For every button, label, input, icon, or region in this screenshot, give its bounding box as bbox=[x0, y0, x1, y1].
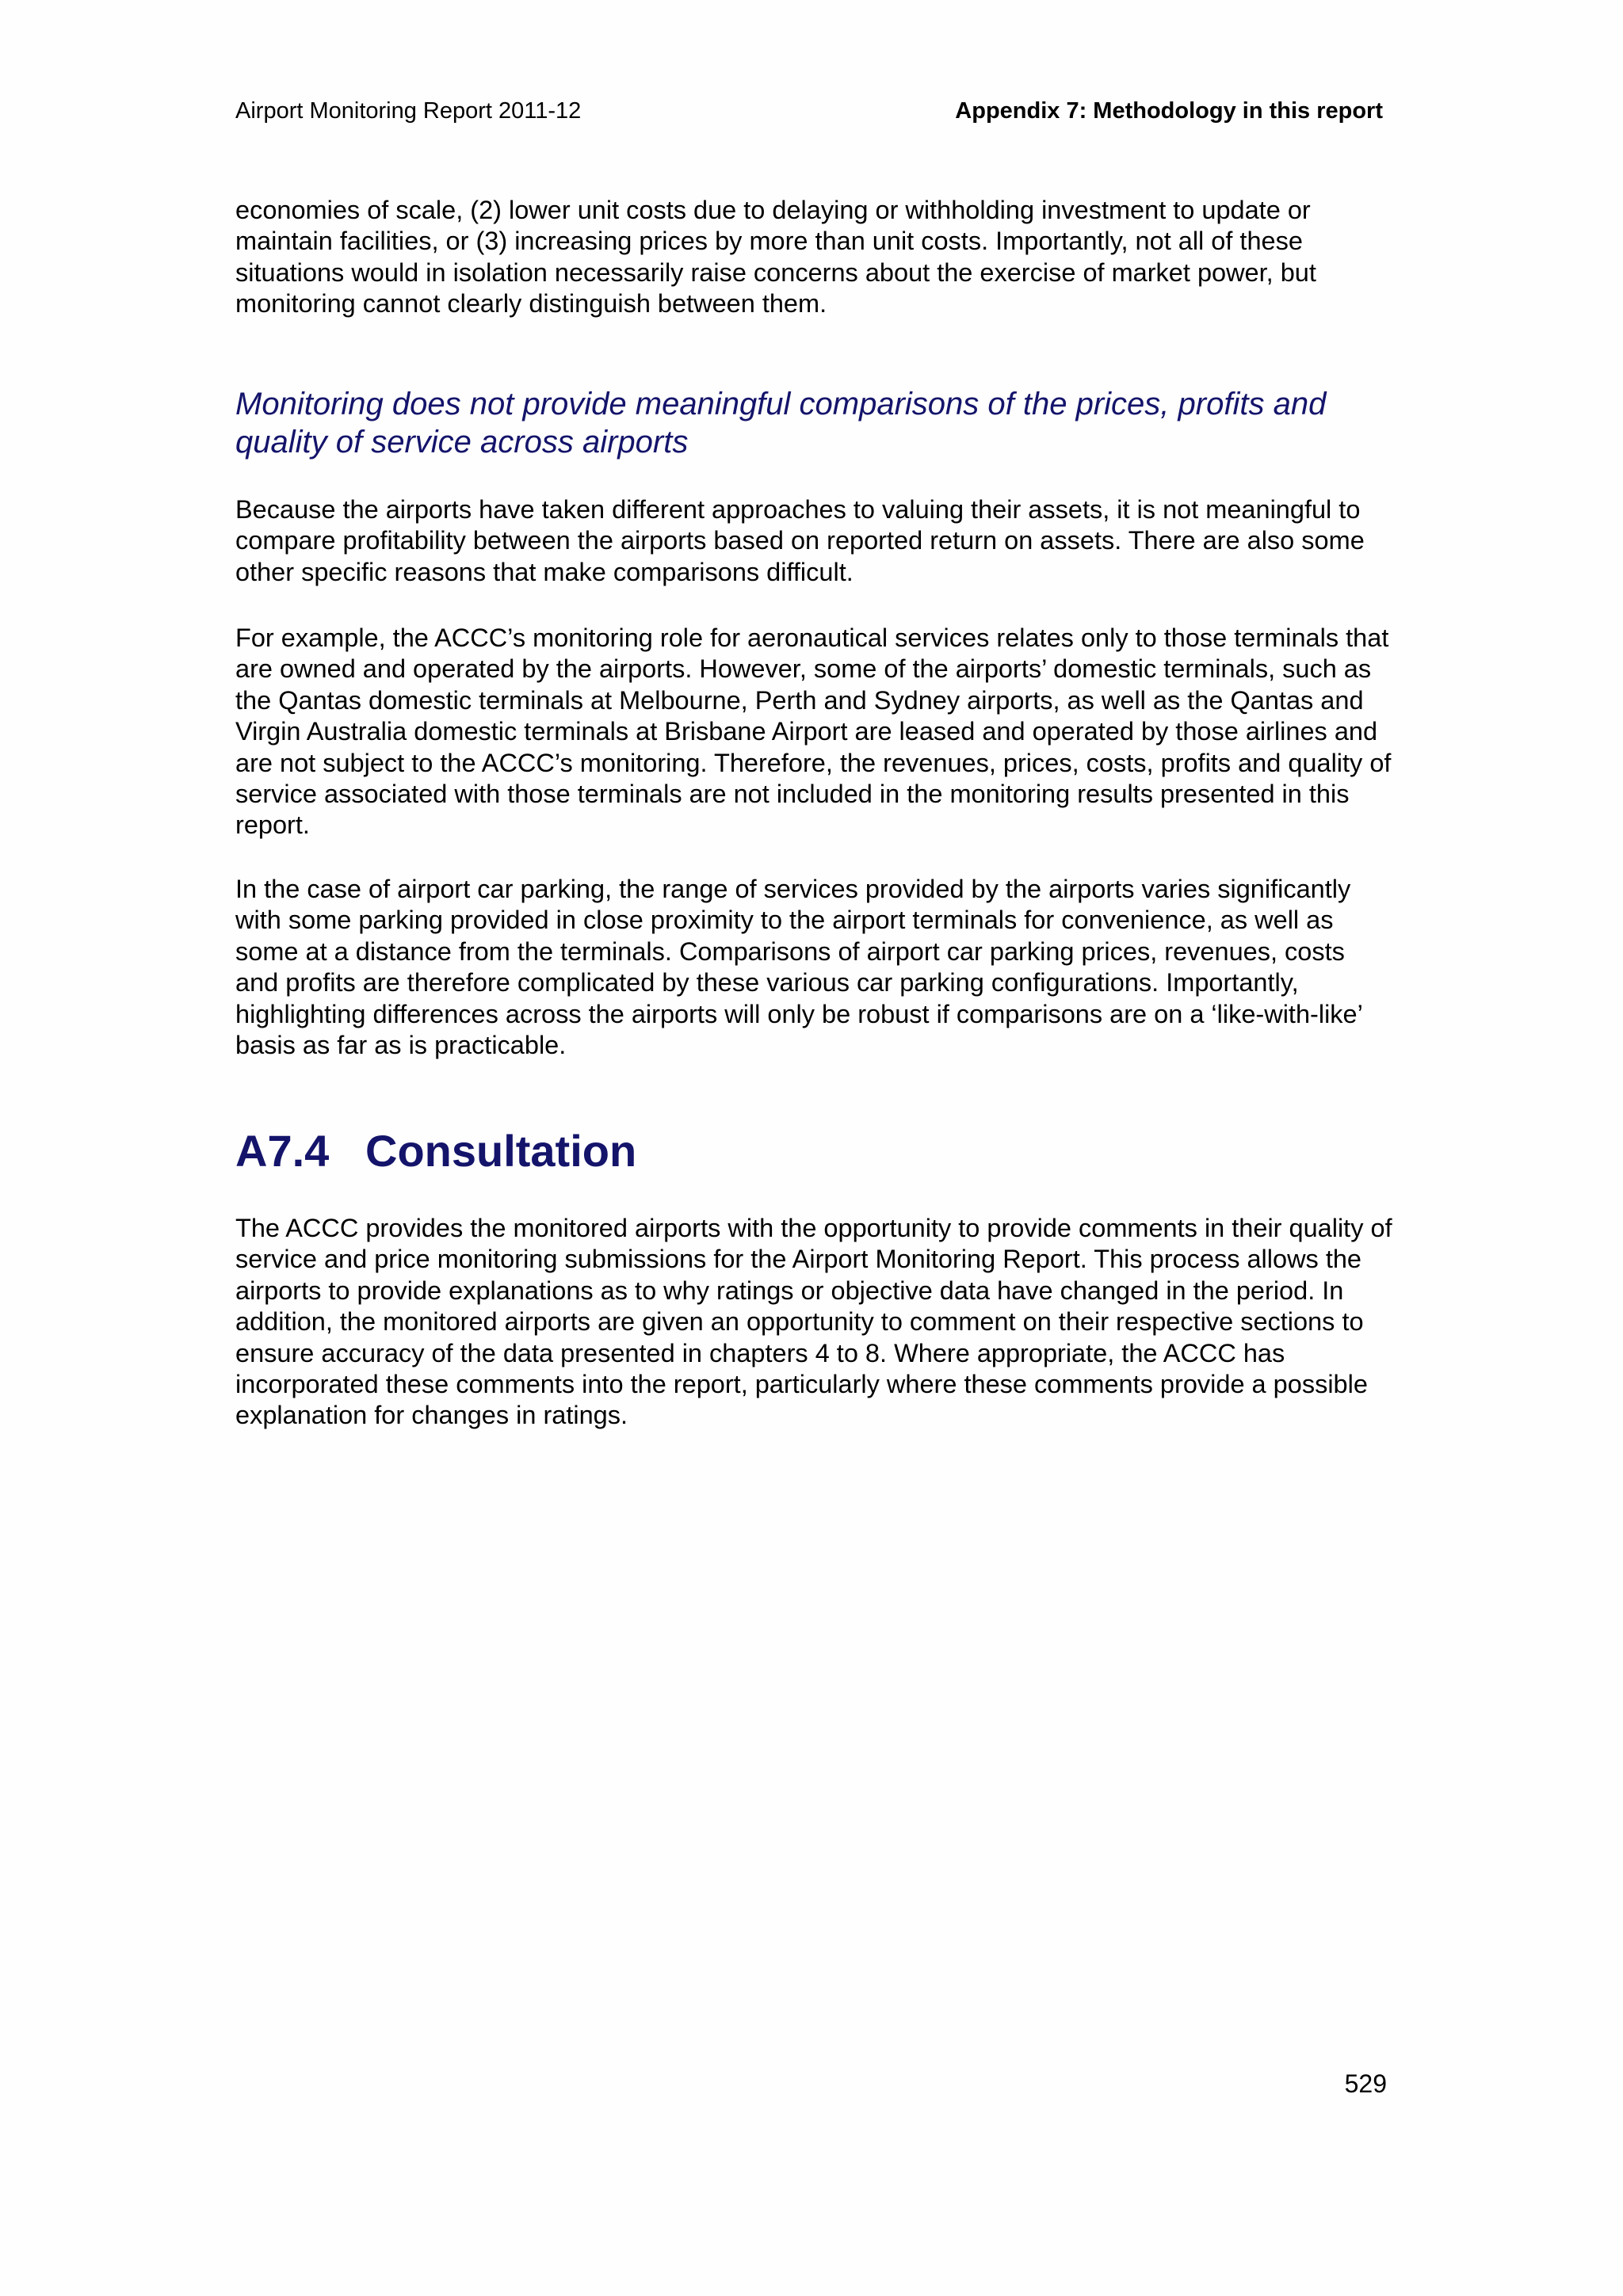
italic-subheading: Monitoring does not provide meaningful comparisons of the prices, profits and quality of service across airports bbox=[235, 387, 1327, 460]
report-title: Airport Monitoring Report 2011-12 bbox=[235, 98, 582, 124]
section-title: Consultation bbox=[365, 1126, 637, 1176]
section-heading bbox=[235, 1123, 636, 1179]
body-paragraph: The ACCC provides the monitored airports with the opportunity to provide comments in their quality of service and price monitoring submissions for the Airport Monitoring Report. This process allows the airports to provide explanations as to why ratings or objective data have changed in the period. In addition, the monitored airports are given an opportunity to comment on their respective sections to ensure accuracy of the data presented in chapters 4 to 8. Where appropriate, the ACCC has incorporated these comments into the report, particularly where these comments provide a possible explanation for changes in ratings. bbox=[235, 1214, 1392, 1430]
body-paragraph: In the case of airport car parking, the range of services provided by the airports varies significantly with some parking provided in close proximity to the airport terminals for convenience, as well as some at a distance from the terminals. Comparisons of airport car parking prices, revenues, costs and profits are therefore complicated by these various car parking configurations. Importantly, highlighting differences across the airports will only be robust if comparisons are on a ‘like-with-like’ basis as far as is practicable. bbox=[235, 875, 1362, 1060]
section-number: A7.4 bbox=[235, 1126, 330, 1176]
body-paragraph: Because the airports have taken different approaches to valuing their assets, it is not meaningful to compare profitability between the airports based on reported return on assets. There are also some other specific reasons that make comparisons difficult. bbox=[235, 495, 1365, 586]
running-header bbox=[235, 93, 1383, 128]
body-paragraph: economies of scale, (2) lower unit costs due to delaying or withholding investment to update or maintain facilities, or (3) increasing prices by more than unit costs. Importantly, not all of these situations would in isolation necessarily raise concerns about the exercise of market power, but monitoring cannot clearly distinguish between them. bbox=[235, 196, 1316, 318]
page-number: 529 bbox=[1344, 2069, 1387, 2098]
body-paragraph: For example, the ACCC’s monitoring role for aeronautical services relates only to those terminals that are owned and operated by the airports. However, some of the airports’ domestic terminals, such as the Qantas domestic terminals at Melbourne, Perth and Sydney airports, as well as the Qantas and Virgin Australia domestic terminals at Brisbane Airport are leased and operated by those airlines and are not subject to the ACCC’s monitoring. Therefore, the revenues, prices, costs, profits and quality of service associated with those terminals are not included in the monitoring results presented in this report. bbox=[235, 624, 1392, 840]
chapter-title: Appendix 7: Methodology in this report bbox=[955, 98, 1383, 124]
